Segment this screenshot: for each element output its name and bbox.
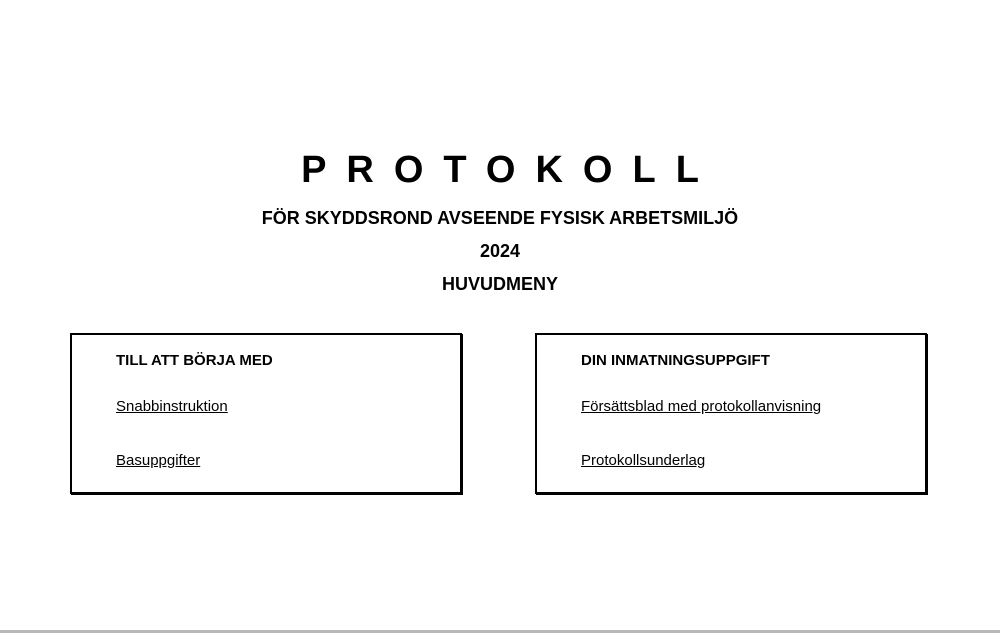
panel-input-task <box>535 333 927 494</box>
panel-heading-input-task: DIN INMATNINGSUPPGIFT <box>581 352 770 369</box>
page-subtitle: FÖR SKYDDSROND AVSEENDE FYSISK ARBETSMILJÖ <box>261 208 739 228</box>
year-label: 2024 <box>479 241 521 261</box>
link-protokollsunderlag[interactable]: Protokollsunderlag <box>581 452 706 469</box>
link-basuppgifter[interactable]: Basuppgifter <box>116 452 201 469</box>
panel-heading-getting-started: TILL ATT BÖRJA MED <box>116 352 273 369</box>
link-forsattsblad[interactable]: Försättsblad med protokollanvisning <box>581 398 822 415</box>
link-snabbinstruktion[interactable]: Snabbinstruktion <box>116 398 228 415</box>
page-title: PROTOKOLL <box>301 149 719 191</box>
panel-getting-started <box>70 333 462 494</box>
main-menu-title: HUVUDMENY <box>441 274 558 294</box>
